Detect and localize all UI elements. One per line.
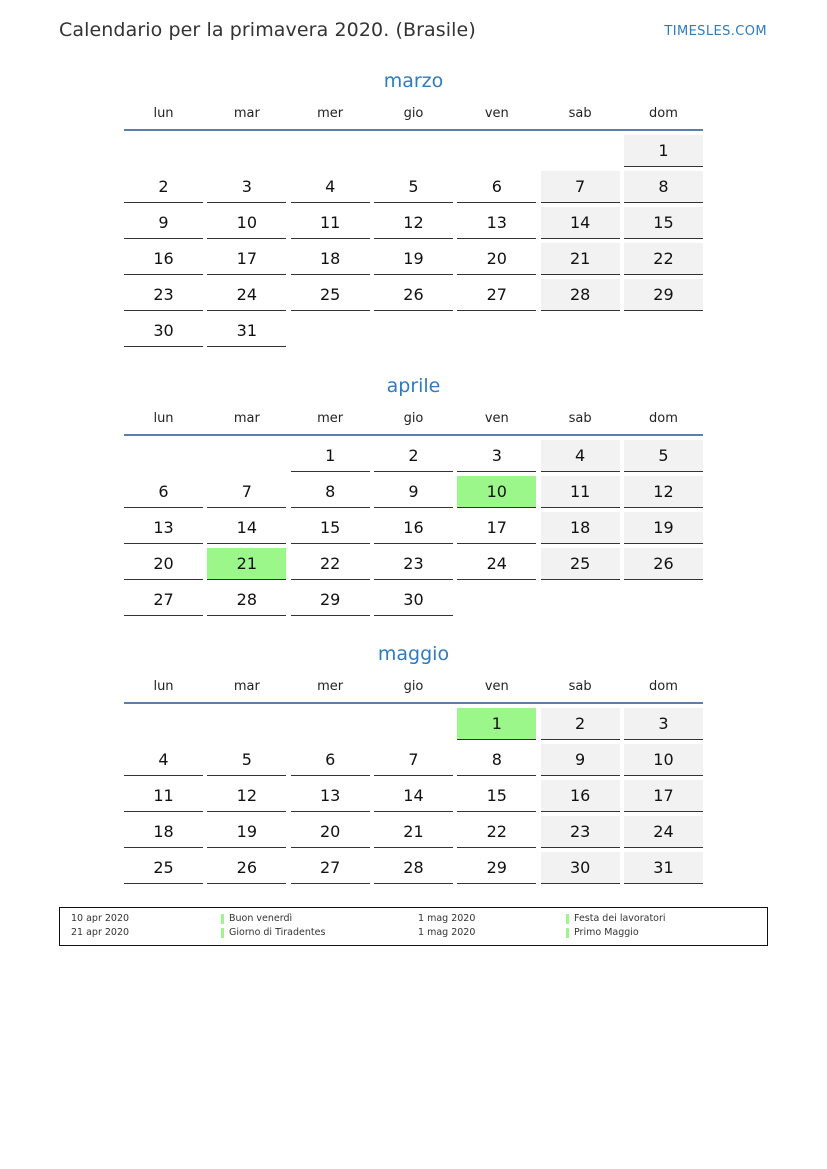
day-cell: 24	[457, 548, 536, 580]
day-cell: 24	[624, 816, 703, 848]
legend-holiday-name: Primo Maggio	[574, 927, 639, 938]
legend-date: 1 mag 2020	[418, 927, 476, 938]
day-cell: 28	[374, 852, 453, 884]
day-cell: 17	[207, 243, 286, 275]
day-cell: 20	[291, 816, 370, 848]
page-title: Calendario per la primavera 2020. (Brasile)	[59, 19, 476, 41]
day-cell: 9	[124, 207, 203, 239]
day-cell: 16	[541, 780, 620, 812]
holiday-marker	[221, 928, 224, 938]
day-cell: 4	[124, 744, 203, 776]
day-cell: 8	[291, 476, 370, 508]
day-cell: 23	[374, 548, 453, 580]
day-cell: 26	[624, 548, 703, 580]
day-cell: 18	[291, 243, 370, 275]
day-cell: 2	[124, 171, 203, 203]
day-cell: 12	[207, 780, 286, 812]
weekday-label: lun	[153, 106, 174, 121]
month-name: marzo	[383, 70, 444, 92]
legend-holiday-name: Festa dei lavoratori	[574, 913, 666, 924]
day-cell: 26	[207, 852, 286, 884]
weekday-header	[124, 100, 703, 125]
day-cell: 22	[457, 816, 536, 848]
weekday-label: lun	[153, 679, 174, 694]
day-cell: 26	[374, 279, 453, 311]
legend-date: 1 mag 2020	[418, 913, 476, 924]
day-grid	[124, 440, 703, 616]
weekday-label: sab	[568, 106, 592, 121]
day-cell: 9	[374, 476, 453, 508]
weekday-label: mer	[317, 411, 344, 426]
day-cell: 27	[124, 584, 203, 616]
holiday-marker	[566, 914, 569, 924]
holiday-day-cell: 10	[457, 476, 536, 508]
weekday-label: dom	[649, 679, 678, 694]
day-cell: 10	[207, 207, 286, 239]
holiday-marker	[566, 928, 569, 938]
empty-day-cell	[541, 135, 620, 167]
day-cell: 25	[291, 279, 370, 311]
day-cell: 23	[541, 816, 620, 848]
day-cell: 29	[624, 279, 703, 311]
weekday-label: lun	[153, 411, 174, 426]
day-cell: 8	[624, 171, 703, 203]
empty-day-cell	[457, 135, 536, 167]
day-cell: 5	[207, 744, 286, 776]
day-cell: 13	[291, 780, 370, 812]
day-cell: 11	[541, 476, 620, 508]
day-cell: 7	[207, 476, 286, 508]
empty-day-cell	[374, 135, 453, 167]
weekday-header	[124, 405, 703, 430]
legend-date: 21 apr 2020	[71, 927, 130, 938]
header-divider	[124, 434, 703, 436]
day-cell: 21	[374, 816, 453, 848]
weekday-label: ven	[484, 679, 509, 694]
day-cell: 30	[374, 584, 453, 616]
day-cell: 5	[374, 171, 453, 203]
weekday-label: mer	[317, 679, 344, 694]
weekday-label: mar	[233, 679, 260, 694]
day-cell: 8	[457, 744, 536, 776]
day-cell: 19	[207, 816, 286, 848]
weekday-label: gio	[403, 679, 424, 694]
day-cell: 1	[624, 135, 703, 167]
holiday-legend	[59, 907, 768, 946]
weekday-label: gio	[403, 411, 424, 426]
day-cell: 10	[624, 744, 703, 776]
empty-day-cell	[374, 708, 453, 740]
day-cell: 19	[624, 512, 703, 544]
day-cell: 24	[207, 279, 286, 311]
day-cell: 3	[624, 708, 703, 740]
day-cell: 17	[624, 780, 703, 812]
day-cell: 30	[124, 315, 203, 347]
weekday-label: ven	[484, 106, 509, 121]
day-cell: 13	[457, 207, 536, 239]
day-cell: 12	[374, 207, 453, 239]
day-cell: 14	[374, 780, 453, 812]
day-cell: 14	[207, 512, 286, 544]
day-cell: 6	[291, 744, 370, 776]
weekday-label: gio	[403, 106, 424, 121]
month-name: aprile	[386, 375, 441, 397]
day-cell: 15	[291, 512, 370, 544]
empty-day-cell	[124, 708, 203, 740]
day-cell: 3	[207, 171, 286, 203]
day-cell: 11	[124, 780, 203, 812]
day-cell: 31	[624, 852, 703, 884]
day-cell: 21	[541, 243, 620, 275]
day-cell: 3	[457, 440, 536, 472]
weekday-label: mer	[317, 106, 344, 121]
legend-holiday-name: Giorno di Tiradentes	[229, 927, 326, 938]
brand-link[interactable]: TIMESLES.COM	[664, 24, 767, 39]
day-cell: 22	[624, 243, 703, 275]
day-cell: 11	[291, 207, 370, 239]
day-cell: 16	[124, 243, 203, 275]
day-cell: 2	[541, 708, 620, 740]
month-march	[124, 70, 703, 347]
day-cell: 6	[457, 171, 536, 203]
month-april	[124, 375, 703, 616]
day-cell: 12	[624, 476, 703, 508]
weekday-label: mar	[233, 411, 260, 426]
empty-day-cell	[124, 135, 203, 167]
day-cell: 1	[291, 440, 370, 472]
day-grid	[124, 708, 703, 884]
weekday-label: dom	[649, 411, 678, 426]
day-cell: 15	[624, 207, 703, 239]
day-cell: 2	[374, 440, 453, 472]
holiday-day-cell: 21	[207, 548, 286, 580]
day-cell: 7	[541, 171, 620, 203]
day-cell: 13	[124, 512, 203, 544]
day-cell: 4	[541, 440, 620, 472]
day-cell: 6	[124, 476, 203, 508]
day-cell: 9	[541, 744, 620, 776]
empty-day-cell	[207, 135, 286, 167]
day-cell: 29	[457, 852, 536, 884]
day-cell: 16	[374, 512, 453, 544]
weekday-label: mar	[233, 106, 260, 121]
legend-holiday-name: Buon venerdì	[229, 913, 293, 924]
day-cell: 20	[457, 243, 536, 275]
day-cell: 7	[374, 744, 453, 776]
day-cell: 18	[124, 816, 203, 848]
day-grid	[124, 135, 703, 347]
empty-day-cell	[124, 440, 203, 472]
day-cell: 31	[207, 315, 286, 347]
day-cell: 17	[457, 512, 536, 544]
legend-date: 10 apr 2020	[71, 913, 130, 924]
day-cell: 20	[124, 548, 203, 580]
header-divider	[124, 702, 703, 704]
empty-day-cell	[207, 440, 286, 472]
day-cell: 15	[457, 780, 536, 812]
day-cell: 27	[457, 279, 536, 311]
day-cell: 28	[207, 584, 286, 616]
day-cell: 30	[541, 852, 620, 884]
day-cell: 4	[291, 171, 370, 203]
empty-day-cell	[207, 708, 286, 740]
header-divider	[124, 129, 703, 131]
day-cell: 23	[124, 279, 203, 311]
day-cell: 18	[541, 512, 620, 544]
day-cell: 14	[541, 207, 620, 239]
day-cell: 28	[541, 279, 620, 311]
month-may	[124, 643, 703, 884]
empty-day-cell	[291, 135, 370, 167]
day-cell: 25	[541, 548, 620, 580]
day-cell: 19	[374, 243, 453, 275]
weekday-label: ven	[484, 411, 509, 426]
day-cell: 29	[291, 584, 370, 616]
holiday-day-cell: 1	[457, 708, 536, 740]
weekday-header	[124, 673, 703, 698]
day-cell: 25	[124, 852, 203, 884]
month-name: maggio	[377, 643, 450, 665]
weekday-label: sab	[568, 411, 592, 426]
day-cell: 5	[624, 440, 703, 472]
holiday-marker	[221, 914, 224, 924]
empty-day-cell	[291, 708, 370, 740]
weekday-label: dom	[649, 106, 678, 121]
weekday-label: sab	[568, 679, 592, 694]
day-cell: 22	[291, 548, 370, 580]
day-cell: 27	[291, 852, 370, 884]
